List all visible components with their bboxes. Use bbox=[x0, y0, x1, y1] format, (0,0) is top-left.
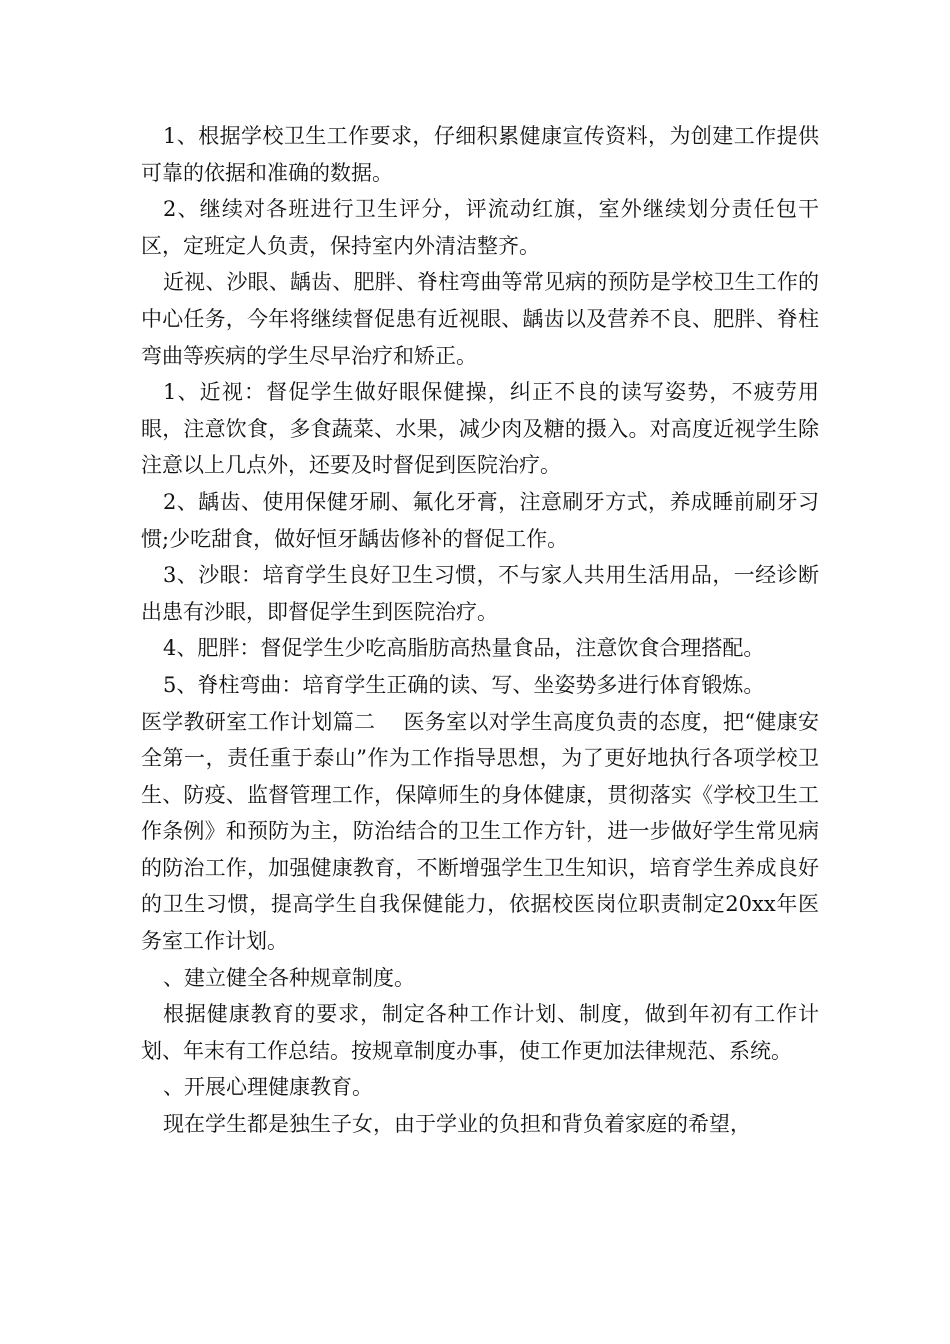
paragraph-work-plans: 根据健康教育的要求，制定各种工作计划、制度，做到年初有工作计划、年末有工作总结。按规章制度办事，使工作更加法律规范、系统。 bbox=[141, 1002, 819, 1063]
heading-rules-system: 、建立健全各种规章制度。 bbox=[163, 965, 415, 990]
document-body bbox=[141, 118, 819, 1143]
paragraph-common-disease-prevention: 近视、沙眼、龋齿、肥胖、脊柱弯曲等常见病的预防是学校卫生工作的中心任务，今年将继续督促患有近视眼、龋齿以及营养不良、肥胖、脊柱弯曲等疾病的学生尽早治疗和矫正。 bbox=[141, 270, 819, 368]
paragraph-trachoma: 3、沙眼：培育学生良好卫生习惯，不与家人共用生活用品，一经诊断出患有沙眼，即督促学生到医院治疗。 bbox=[141, 563, 819, 624]
paragraph-obesity: 4、肥胖：督促学生少吃高脂肪高热量食品，注意饮食合理搭配。 bbox=[163, 636, 765, 661]
paragraph-class-hygiene-scoring: 2、继续对各班进行卫生评分，评流动红旗，室外继续划分责任包干区，定班定人负责，保持室内外清洁整齐。 bbox=[141, 197, 819, 258]
paragraph-scoliosis: 5、脊柱弯曲：培育学生正确的读、写、坐姿势多进行体育锻炼。 bbox=[163, 672, 765, 697]
paragraph-myopia: 1、近视：督促学生做好眼保健操，纠正不良的读写姿势，不疲劳用眼，注意饮食，多食蔬菜、水果，减少肉及糖的摄入。对高度近视学生除注意以上几点外，还要及时督促到医院治疗。 bbox=[141, 380, 819, 478]
paragraph-plan-part-two: 医学教研室工作计划篇二 医务室以对学生高度负责的态度，把“健康安全第一，责任重于泰山”作为工作指导思想，为了更好地执行各项学校卫生、防疫、监督管理工作，保障师生的身体健康，贯彻落实《学校卫生工作条例》和预防为主，防治结合的卫生工作方针，进一步做好学生常见病的防治工作，加强健康教育，不断增强学生卫生知识，培育学生养成良好的卫生习惯，提高学生自我保健能力，依据校医岗位职责制定20xx年医务室工作计划。 bbox=[141, 709, 819, 954]
paragraph-dental-caries: 2、龋齿、使用保健牙刷、氟化牙膏，注意刷牙方式，养成睡前刷牙习惯;少吃甜食，做好恒牙龋齿修补的督促工作。 bbox=[141, 489, 819, 551]
paragraph-hygiene-materials: 1、根据学校卫生工作要求，仔细积累健康宣传资料，为创建工作提供可靠的依据和准确的数据。 bbox=[141, 124, 819, 185]
paragraph-only-children: 现在学生都是独生子女，由于学业的负担和背负着家庭的希望， bbox=[163, 1112, 751, 1137]
heading-mental-health: 、开展心理健康教育。 bbox=[163, 1075, 373, 1100]
